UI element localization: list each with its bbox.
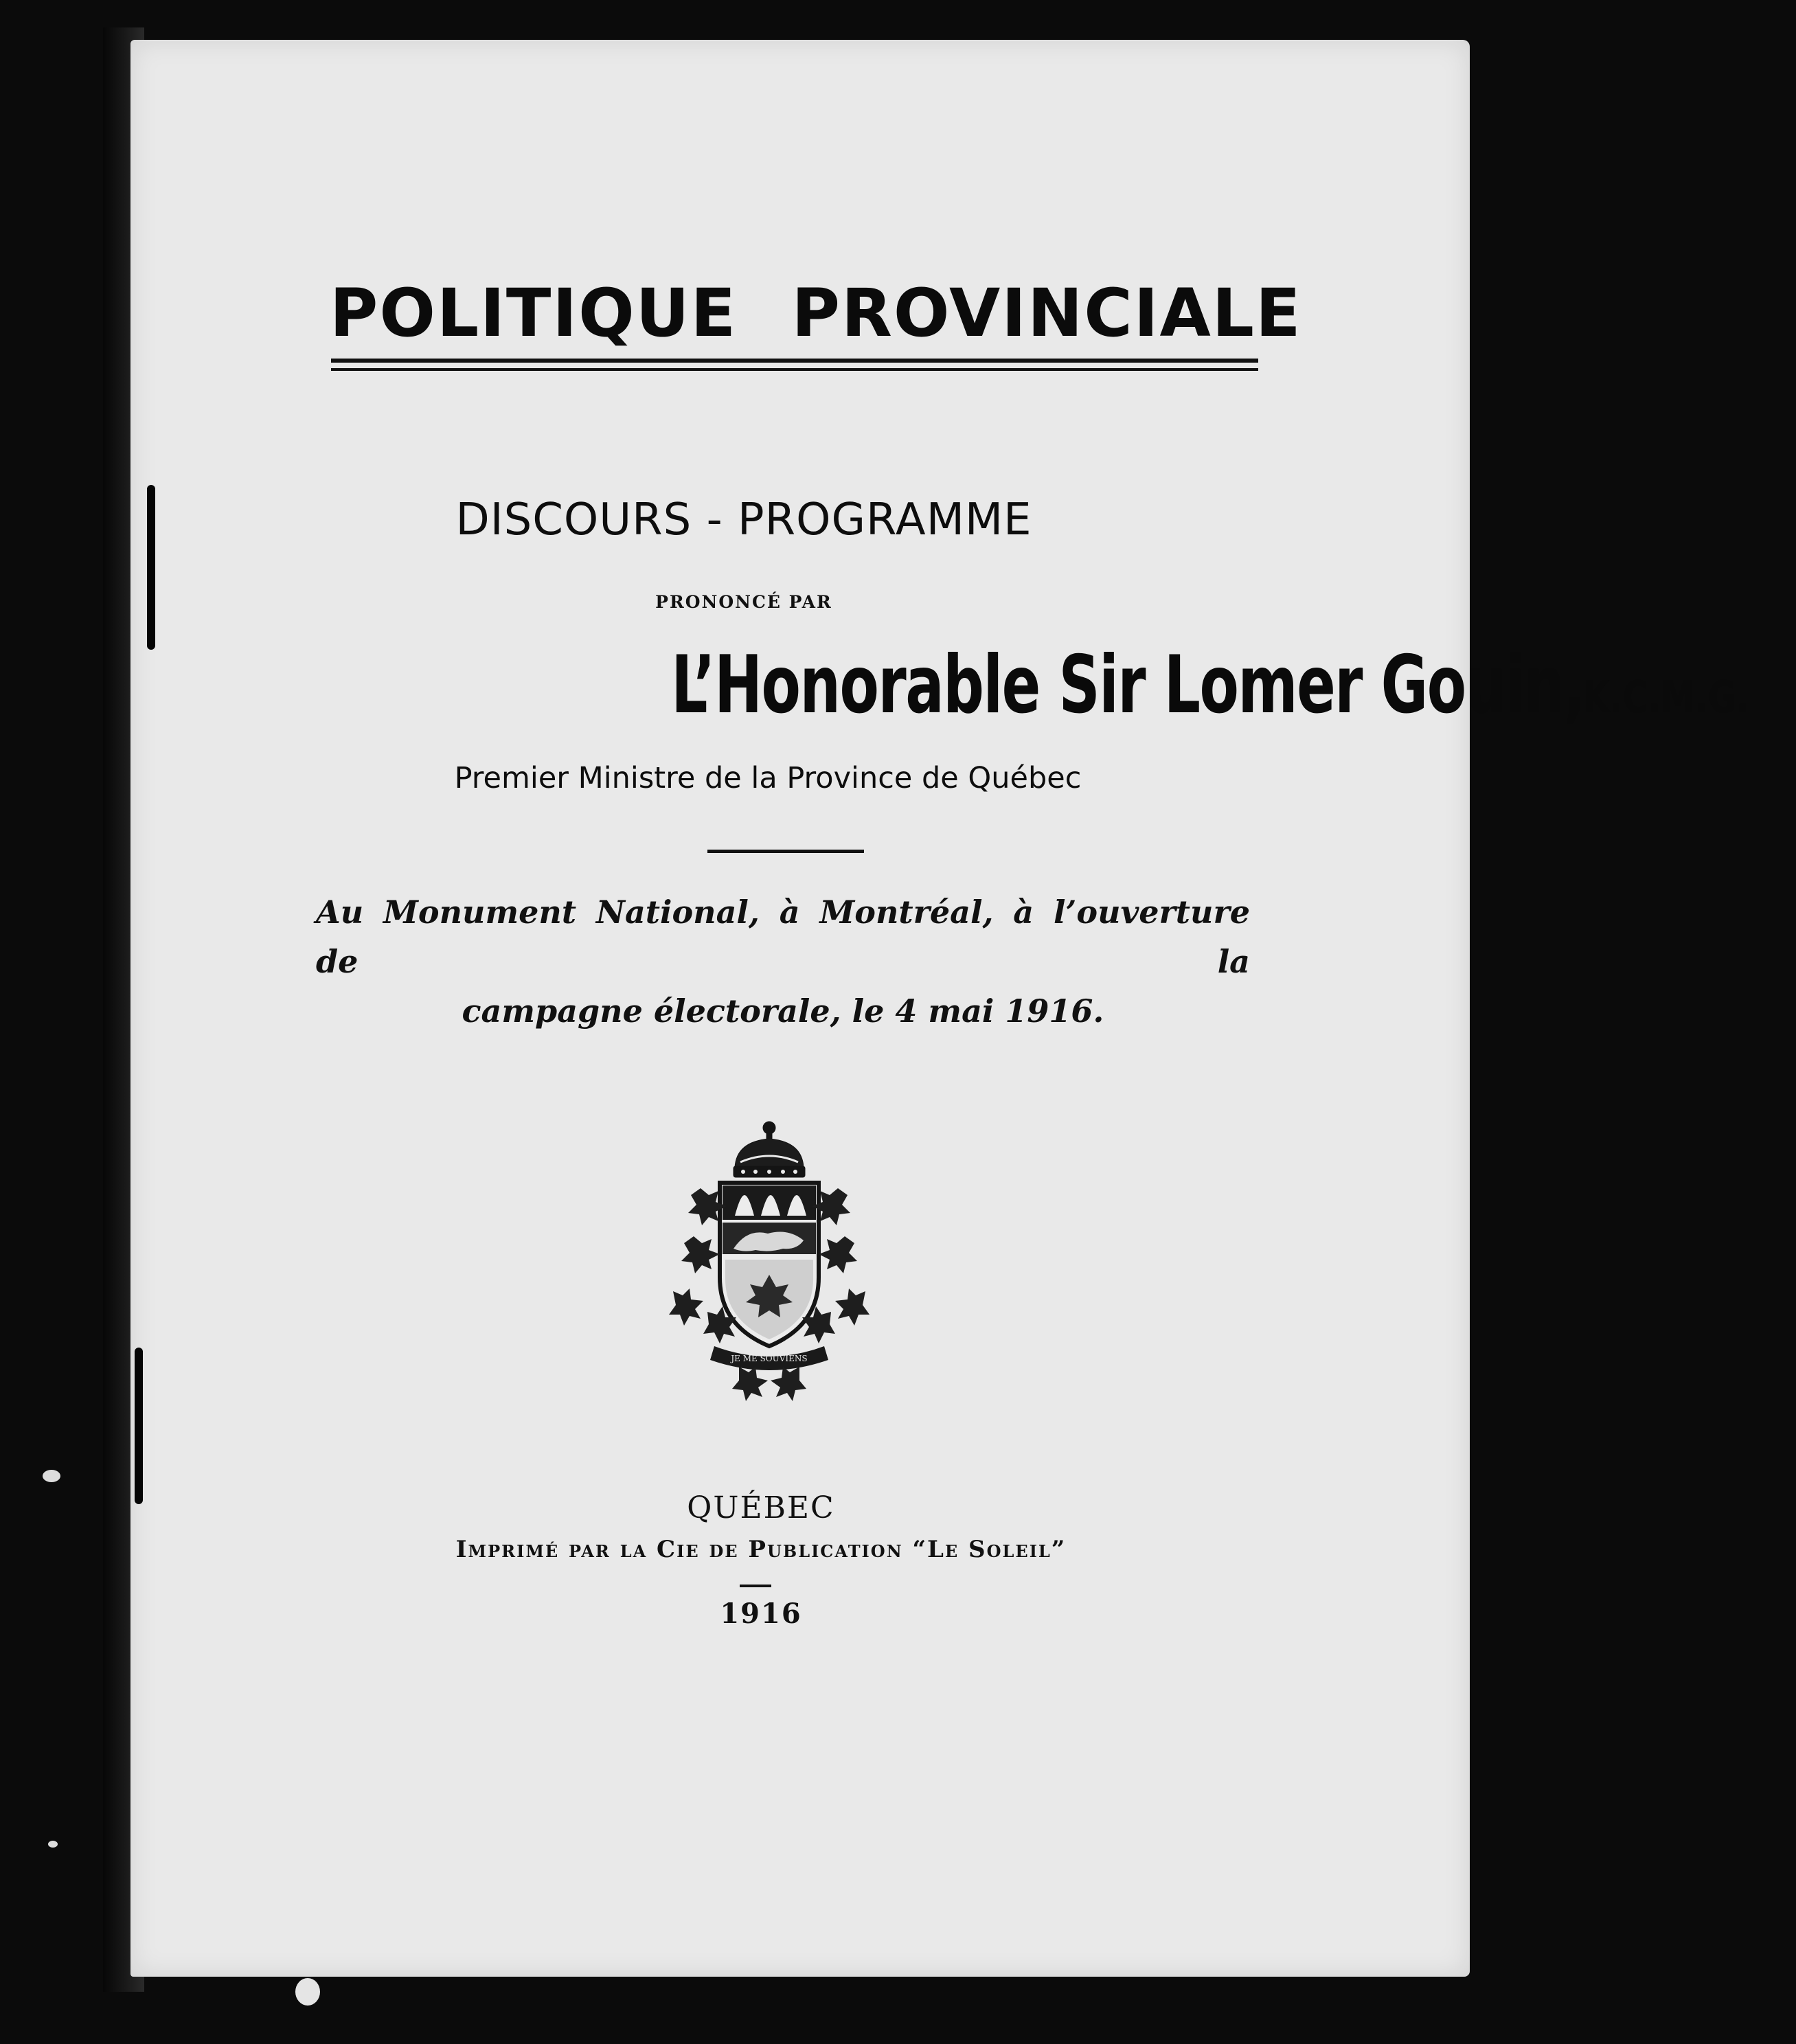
quebec-coat-of-arms-emblem	[659, 1120, 879, 1394]
dust-speck	[43, 1470, 60, 1482]
paper-fragment	[295, 1978, 320, 2006]
speaker-name: L’Honorable Sir Lomer Gouin,	[671, 639, 1585, 731]
binding-staple-bottom	[135, 1348, 143, 1504]
publication-city: QUÉBEC	[687, 1490, 835, 1525]
speaker-role: Premier Ministre de la Province de Québec	[454, 761, 1082, 795]
occasion-line-1: Au Monument National, à Montréal, à l’ouverture de la	[316, 894, 1250, 980]
emblem-motto: JE ME SOUVIENS	[731, 1354, 808, 1363]
separator-rule	[707, 850, 864, 853]
speaker-honours: K.C.M.G.	[1582, 672, 1749, 723]
title-double-rule	[331, 359, 1258, 375]
speaker-line	[316, 639, 1749, 731]
document-title: POLITIQUE PROVINCIALE	[330, 275, 1302, 352]
printer-line: Imprimé par la Cie de Publication “Le Soleil”	[455, 1536, 1067, 1563]
dust-speck	[48, 1841, 58, 1848]
document-subtitle: DISCOURS - PROGRAMME	[455, 495, 1032, 545]
publication-year: 1916	[720, 1598, 802, 1630]
occasion-line-2: campagne électorale, le 4 mai 1916.	[462, 992, 1104, 1030]
footer-rule	[740, 1585, 771, 1587]
occasion-text	[316, 887, 1250, 1036]
delivered-by-label: PRONONCÉ PAR	[655, 592, 832, 612]
